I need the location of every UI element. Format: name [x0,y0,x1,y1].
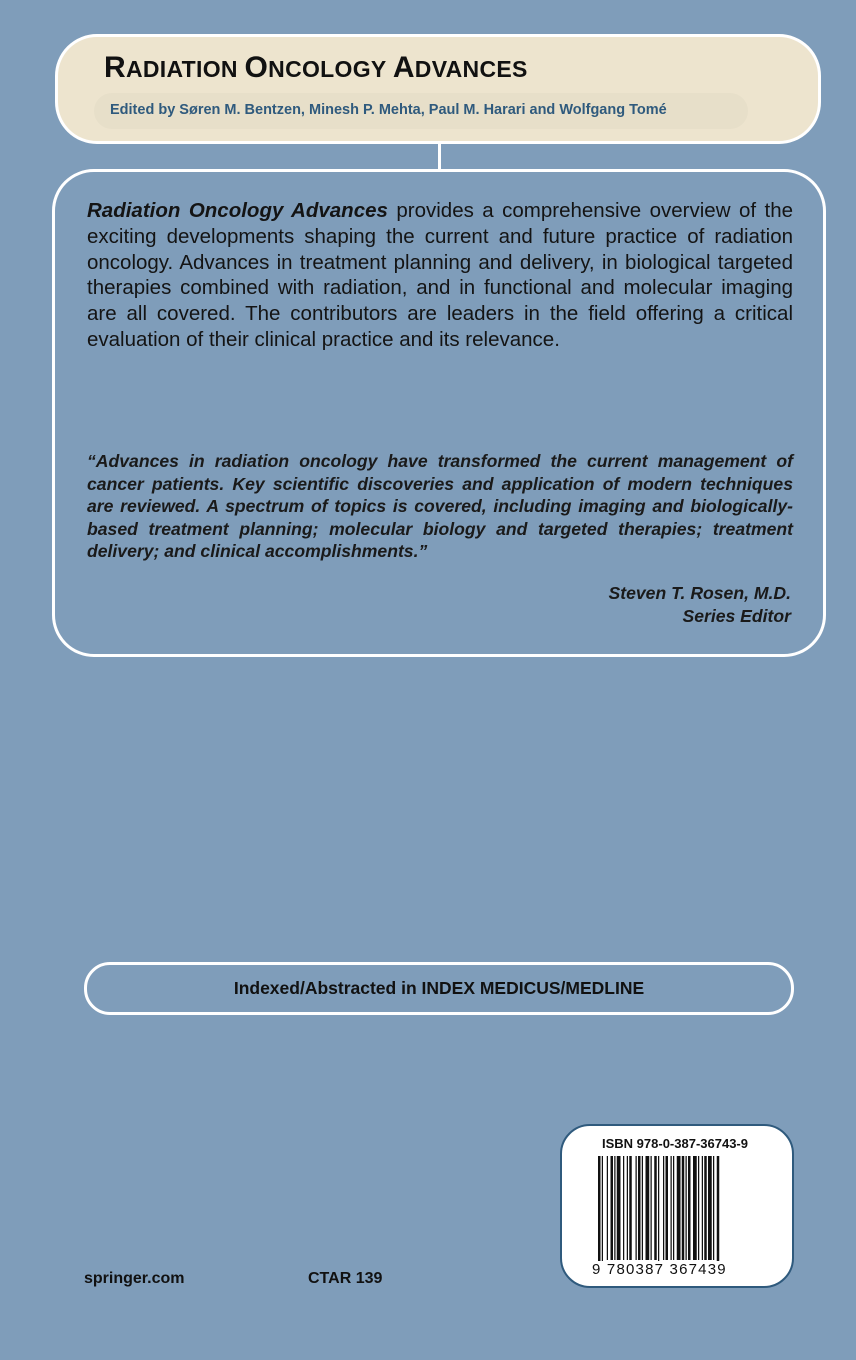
quote-author-role: Series Editor [682,605,791,626]
book-description [87,198,793,353]
series-title-panel [55,34,821,144]
barcode-bar [663,1156,664,1260]
description-body: provides a comprehensive overview of the exciting developments shaping the current and future practice of radiation oncology. Advances in treatment planning and delivery, in biological targeted therapies combined with radiation, and in functional and molecular imaging are all covered. The contributors are leaders in the field offering a critical evaluation of their clinical practice and its relevance. [87,199,793,351]
series-code: CTAR 139 [308,1270,383,1287]
barcode-bar [704,1156,707,1260]
publisher-website: springer.com [84,1270,185,1287]
barcode-bar [693,1156,697,1260]
barcode-bar [638,1156,641,1260]
barcode-bar [623,1156,624,1260]
barcode-bar [654,1156,657,1260]
barcode-panel [560,1124,794,1288]
barcode-bar [713,1156,714,1260]
barcode-bar [658,1156,659,1274]
series-title [104,51,528,85]
barcode-bar [642,1156,643,1260]
barcode-bar [677,1156,681,1260]
indexing-text: Indexed/Abstracted in INDEX MEDICUS/MEDLINE [233,978,645,998]
barcode-bar [646,1156,650,1260]
barcode-bar [686,1156,687,1260]
barcode-bar [627,1156,628,1260]
barcode-bar [602,1156,603,1274]
barcode-digits: 9 780387 367439 [592,1261,760,1278]
barcode-bar [607,1156,608,1260]
barcode-bar [617,1156,621,1260]
quote-author: Steven T. Rosen, M.D. [608,583,791,603]
barcode-bar [611,1156,614,1260]
indexing-panel [84,962,794,1015]
barcode-bar [629,1156,632,1260]
barcode-bar [614,1156,615,1260]
barcode-bar [666,1156,669,1260]
barcode-bar [708,1156,712,1260]
description-lead-title: Radiation Oncology Advances [87,199,388,222]
connector-line [438,144,441,170]
barcode-bar [673,1156,674,1260]
barcode-bar [636,1156,637,1260]
barcode-bar [717,1156,720,1274]
barcode-bar [682,1156,685,1260]
title-word-3: ADVANCES [392,51,528,84]
barcode-image [598,1156,758,1274]
editors-banner [94,93,748,129]
title-word-2: ONCOLOGY [244,51,393,84]
quote-attribution [609,582,791,627]
editor-quote: “Advances in radiation oncology have transformed the current management of cancer patients. Key scientific discoveries and application of modern techniques are reviewed. A spectrum of topics is covered, including imaging and biologically-based treatment planning; molecular biology and targeted therapies; treatment delivery; and clinical accomplishments.” [87,451,793,561]
editors-text: Edited by Søren M. Bentzen, Minesh P. Mehta, Paul M. Harari and Wolfgang Tomé [110,102,667,118]
barcode-bar [598,1156,601,1274]
title-word-1: RADIATION [104,51,245,84]
barcode-bar [698,1156,699,1260]
isbn-label: ISBN 978-0-387-36743-9 [602,1136,748,1151]
barcode-bar [688,1156,691,1260]
barcode-bar [651,1156,652,1260]
barcode-bar [671,1156,672,1260]
description-panel [52,169,826,657]
barcode-bar [702,1156,703,1260]
